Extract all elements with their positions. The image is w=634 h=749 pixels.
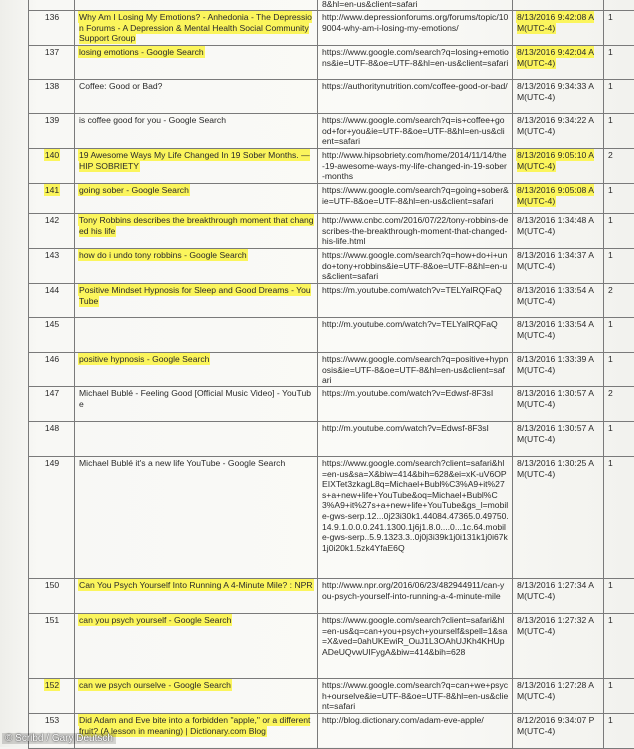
time-cell — [513, 149, 604, 184]
title-text: Why Am I Losing My Emotions? - Anhedonia - The Depression Forums - A Depression & Mental Health Social Community Support Group — [79, 12, 312, 43]
url-cell — [318, 114, 513, 149]
row-number-cell — [29, 387, 75, 422]
title-text: Positive Mindset Hypnosis for Sleep and Good Dreams - YouTube — [79, 285, 311, 306]
title-text: Michael Bublé - Feeling Good [Official Music Video] - YouTube — [79, 388, 311, 409]
url-text: http://m.youtube.com/watch?v=Edwsf-8F3sI — [322, 423, 489, 433]
url-cell — [318, 579, 513, 614]
visits-text: 1 — [608, 319, 613, 329]
row-number-cell — [29, 46, 75, 80]
url-text: https://www.google.com/search?q=positive+hypnosis&ie=UTF-8&oe=UTF-8&hl=en-us&client=safari — [322, 354, 508, 385]
visits-cell — [604, 149, 634, 184]
title-text: 19 Awesome Ways My Life Changed In 19 Sober Months. — HIP SOBRIETY — [79, 150, 310, 171]
time-text: 8/13/2016 1:27:28 AM(UTC-4) — [517, 680, 594, 701]
visits-cell — [604, 679, 634, 714]
time-text: 8/13/2016 1:27:32 AM(UTC-4) — [517, 615, 594, 636]
time-cell — [513, 422, 604, 457]
title-cell — [75, 457, 318, 579]
row-number-text: 146 — [45, 354, 59, 364]
table-row — [29, 318, 634, 353]
title-text: Michael Bublé it's a new life YouTube - Google Search — [79, 458, 285, 468]
visits-text: 1 — [608, 423, 613, 433]
url-cell — [318, 249, 513, 284]
row-number-cell — [29, 80, 75, 114]
time-text: 8/13/2016 1:33:54 AM(UTC-4) — [517, 285, 594, 306]
time-text: 8/13/2016 1:30:57 AM(UTC-4) — [517, 423, 594, 444]
url-cell — [318, 11, 513, 46]
row-number-cell — [29, 318, 75, 353]
time-cell — [513, 679, 604, 714]
url-cell — [318, 457, 513, 579]
visits-cell — [604, 0, 634, 11]
row-number-cell — [29, 614, 75, 679]
table-row — [29, 149, 634, 184]
table-row — [29, 614, 634, 679]
title-text: can you psych yourself - Google Search — [79, 615, 231, 625]
table-row — [29, 249, 634, 284]
visits-cell — [604, 214, 634, 249]
title-text: how do i undo tony robbins - Google Search — [79, 250, 247, 260]
visits-cell — [604, 422, 634, 457]
time-cell — [513, 284, 604, 318]
row-number-text: 148 — [45, 423, 59, 433]
url-text: https://www.google.com/search?q=how+do+i+undo+tony+robbins&ie=UTF-8&oe=UTF-8&hl=en-us&client=safari — [322, 250, 507, 281]
visits-cell — [604, 11, 634, 46]
visits-text: 1 — [608, 580, 613, 590]
time-cell — [513, 214, 604, 249]
table-row — [29, 214, 634, 249]
title-cell — [75, 214, 318, 249]
row-number-text: 140 — [45, 150, 59, 160]
time-text: 8/13/2016 9:42:04 AM(UTC-4) — [517, 47, 594, 68]
visits-cell — [604, 318, 634, 353]
visits-cell — [604, 284, 634, 318]
table-row — [29, 284, 634, 318]
row-number-text: 153 — [45, 715, 59, 725]
url-text: http://www.cnbc.com/2016/07/22/tony-robbins-describes-the-breakthrough-moment-that-changed-his-life.html — [322, 215, 508, 246]
time-text: 8/13/2016 1:34:48 AM(UTC-4) — [517, 215, 594, 236]
table-row — [29, 184, 634, 214]
title-cell — [75, 184, 318, 214]
title-cell — [75, 387, 318, 422]
url-text: http://blog.dictionary.com/adam-eve-apple/ — [322, 715, 484, 725]
visits-cell — [604, 614, 634, 679]
url-cell — [318, 184, 513, 214]
row-number-text: 142 — [45, 215, 59, 225]
table-row — [29, 422, 634, 457]
table-row-fragment — [29, 0, 634, 11]
table-row — [29, 457, 634, 579]
row-number-text: 139 — [45, 115, 59, 125]
time-text: 8/13/2016 1:30:25 AM(UTC-4) — [517, 458, 594, 479]
url-cell — [318, 80, 513, 114]
table-row — [29, 714, 634, 749]
title-cell — [75, 679, 318, 714]
time-cell — [513, 80, 604, 114]
time-text: 8/13/2016 1:30:57 AM(UTC-4) — [517, 388, 594, 409]
url-text: http://m.youtube.com/watch?v=TELYalRQFaQ — [322, 319, 498, 329]
row-number-text: 151 — [45, 615, 59, 625]
row-number-cell — [29, 114, 75, 149]
url-cell — [318, 46, 513, 80]
title-cell — [75, 614, 318, 679]
time-text: 8/12/2016 9:34:07 PM(UTC-4) — [517, 715, 594, 736]
row-number-text: 150 — [45, 580, 59, 590]
url-text: http://www.npr.org/2016/06/23/482944911/can-you-psych-yourself-into-running-a-4-minute-mile — [322, 580, 504, 601]
time-cell — [513, 318, 604, 353]
visits-text: 1 — [608, 47, 613, 57]
title-text: losing emotions - Google Search — [79, 47, 204, 57]
url-cell — [318, 422, 513, 457]
row-number-cell — [29, 579, 75, 614]
row-number-text: 145 — [45, 319, 59, 329]
visits-cell — [604, 114, 634, 149]
url-text: https://www.google.com/search?client=safari&hl=en-us&sa=X&biw=414&bih=628&ei=xK-uV6OPEIXTet3zkagL8q=Michael+Bubl%C3%A9+it%27s+a+new+life+YouTube&oq=Michael+Bubl%C3%A9+it%27s+a+new+life+YouTube&gs_l=mobile-gws-serp.12...0j23i30k1.44084.47365.0.49750.14.9.1.0.0.0.241.1300.1j6j1.8.0....0...1c.64.mobile-gws-serp..5.9.1323.3..0j0j3i39k1j0i131k1j0i67k1j0i20k1.5zk4YfaE6Q — [322, 458, 509, 553]
url-cell — [318, 714, 513, 749]
visits-text: 1 — [608, 81, 613, 91]
visits-cell — [604, 457, 634, 579]
url-cell — [318, 284, 513, 318]
row-number-cell — [29, 679, 75, 714]
row-number-cell — [29, 422, 75, 457]
title-cell — [75, 114, 318, 149]
visits-text: 1 — [608, 458, 613, 468]
time-text: 8/13/2016 9:34:33 AM(UTC-4) — [517, 81, 594, 102]
time-text: 8/13/2016 9:34:22 AM(UTC-4) — [517, 115, 594, 136]
title-text: Coffee: Good or Bad? — [79, 81, 162, 91]
url-text: https://m.youtube.com/watch?v=TELYalRQFaQ — [322, 285, 502, 295]
url-cell — [318, 353, 513, 387]
url-cell — [318, 149, 513, 184]
title-cell — [75, 579, 318, 614]
row-number-text: 137 — [45, 47, 59, 57]
title-text: Tony Robbins describes the breakthrough moment that changed his life — [79, 215, 314, 236]
visits-text: 1 — [608, 185, 613, 195]
visits-cell — [604, 353, 634, 387]
row-number-cell — [29, 249, 75, 284]
table-row — [29, 46, 634, 80]
table-row — [29, 387, 634, 422]
url-cell — [318, 214, 513, 249]
visits-text: 1 — [608, 115, 613, 125]
url-cell — [318, 679, 513, 714]
row-number-cell — [29, 214, 75, 249]
table-row — [29, 11, 634, 46]
time-cell — [513, 579, 604, 614]
row-number-cell — [29, 149, 75, 184]
visits-text: 1 — [608, 615, 613, 625]
row-number-cell — [29, 0, 75, 11]
time-cell — [513, 614, 604, 679]
row-number-cell — [29, 353, 75, 387]
visits-text: 1 — [608, 215, 613, 225]
row-number-cell — [29, 184, 75, 214]
row-number-text: 136 — [45, 12, 59, 22]
time-text: 8/13/2016 9:05:08 AM(UTC-4) — [517, 185, 594, 206]
time-cell — [513, 0, 604, 11]
row-number-text: 141 — [45, 185, 59, 195]
url-cell — [318, 614, 513, 679]
table-row — [29, 579, 634, 614]
row-number-text: 144 — [45, 285, 59, 295]
row-number-text: 143 — [45, 250, 59, 260]
time-text: 8/13/2016 1:33:54 AM(UTC-4) — [517, 319, 594, 340]
row-number-cell — [29, 457, 75, 579]
row-number-text: 149 — [45, 458, 59, 468]
visits-cell — [604, 249, 634, 284]
watermark: © Scribd / Gary Deutsch — [2, 733, 116, 744]
table-row — [29, 114, 634, 149]
url-text: https://m.youtube.com/watch?v=Edwsf-8F3sI — [322, 388, 493, 398]
visits-cell — [604, 46, 634, 80]
table-row — [29, 353, 634, 387]
time-cell — [513, 457, 604, 579]
time-cell — [513, 184, 604, 214]
url-cell — [318, 318, 513, 353]
history-rows — [29, 11, 634, 749]
title-cell — [75, 353, 318, 387]
visits-cell — [604, 579, 634, 614]
time-text: 8/13/2016 1:27:34 AM(UTC-4) — [517, 580, 594, 601]
title-cell — [75, 318, 318, 353]
row-number-text: 152 — [45, 680, 59, 690]
visits-text: 1 — [608, 250, 613, 260]
table-row — [29, 80, 634, 114]
time-cell — [513, 714, 604, 749]
visits-text: 2 — [608, 285, 613, 295]
url-text: https://authoritynutrition.com/coffee-good-or-bad/ — [322, 81, 508, 91]
row-number-cell — [29, 11, 75, 46]
url-cell — [318, 387, 513, 422]
title-cell — [75, 11, 318, 46]
title-text: going sober - Google Search — [79, 185, 189, 195]
row-number-text: 147 — [45, 388, 59, 398]
visits-text: 1 — [608, 12, 613, 22]
title-text: Can You Psych Yourself Into Running A 4-Minute Mile? : NPR — [79, 580, 313, 590]
url-text: https://www.google.com/search?q=going+sober&ie=UTF-8&oe=UTF-8&hl=en-us&client=safari — [322, 185, 509, 206]
title-cell — [75, 46, 318, 80]
time-cell — [513, 249, 604, 284]
url-text: https://www.google.com/search?client=safari&hl=en-us&q=can+you+psych+yourself&spell=1&sa=X&ved=0ahUKEwiR_OuJ1L3OAhUJKh4KHUpADeUQvwUIFygA&biw=414&bih=628 — [322, 615, 507, 657]
title-cell — [75, 284, 318, 318]
title-text: Did Adam and Eve bite into a forbidden "apple," or a different fruit? (A lesson in meaning) | Dictionary.com Blog — [79, 715, 310, 736]
title-text: can we psych ourselve - Google Search — [79, 680, 231, 690]
visits-cell — [604, 714, 634, 749]
visits-text: 1 — [608, 354, 613, 364]
visits-cell — [604, 184, 634, 214]
row-number-cell — [29, 284, 75, 318]
visits-text: 1 — [608, 680, 613, 690]
url-text: http://www.depressionforums.org/forums/topic/109004-why-am-i-losing-my-emotions/ — [322, 12, 508, 33]
visits-text: 2 — [608, 150, 613, 160]
row-number-text: 138 — [45, 81, 59, 91]
time-cell — [513, 114, 604, 149]
visits-text: 2 — [608, 388, 613, 398]
table-row — [29, 679, 634, 714]
browser-history-table — [28, 0, 634, 749]
title-cell — [75, 0, 318, 11]
time-text: 8/13/2016 1:33:39 AM(UTC-4) — [517, 354, 594, 375]
visits-cell — [604, 80, 634, 114]
time-text: 8/13/2016 9:42:08 AM(UTC-4) — [517, 12, 594, 33]
time-text: 8/13/2016 1:34:37 AM(UTC-4) — [517, 250, 594, 271]
time-cell — [513, 11, 604, 46]
url-text: https://www.google.com/search?q=is+coffee+good+for+you&ie=UTF-8&oe=UTF-8&hl=en-us&client=safari — [322, 115, 505, 146]
visits-text: 1 — [608, 715, 613, 725]
time-cell — [513, 387, 604, 422]
title-cell — [75, 149, 318, 184]
title-cell — [75, 422, 318, 457]
url-text: https://www.google.com/search?q=losing+emotions&ie=UTF-8&oe=UTF-8&hl=en-us&client=safari — [322, 47, 509, 68]
visits-cell — [604, 387, 634, 422]
title-cell — [75, 80, 318, 114]
time-text: 8/13/2016 9:05:10 AM(UTC-4) — [517, 150, 594, 171]
time-cell — [513, 46, 604, 80]
title-text: positive hypnosis - Google Search — [79, 354, 209, 364]
title-text: is coffee good for you - Google Search — [79, 115, 226, 125]
url-text: http://www.hipsobriety.com/home/2014/11/14/the-19-awesome-ways-my-life-changed-in-19-sober-months — [322, 150, 507, 181]
url-cell: 8&hl=en-us&client=safari — [318, 0, 513, 11]
url-text: https://www.google.com/search?q=can+we+psych+ourselve&ie=UTF-8&oe=UTF-8&hl=en-us&client=safari — [322, 680, 508, 711]
time-cell — [513, 353, 604, 387]
title-cell — [75, 249, 318, 284]
